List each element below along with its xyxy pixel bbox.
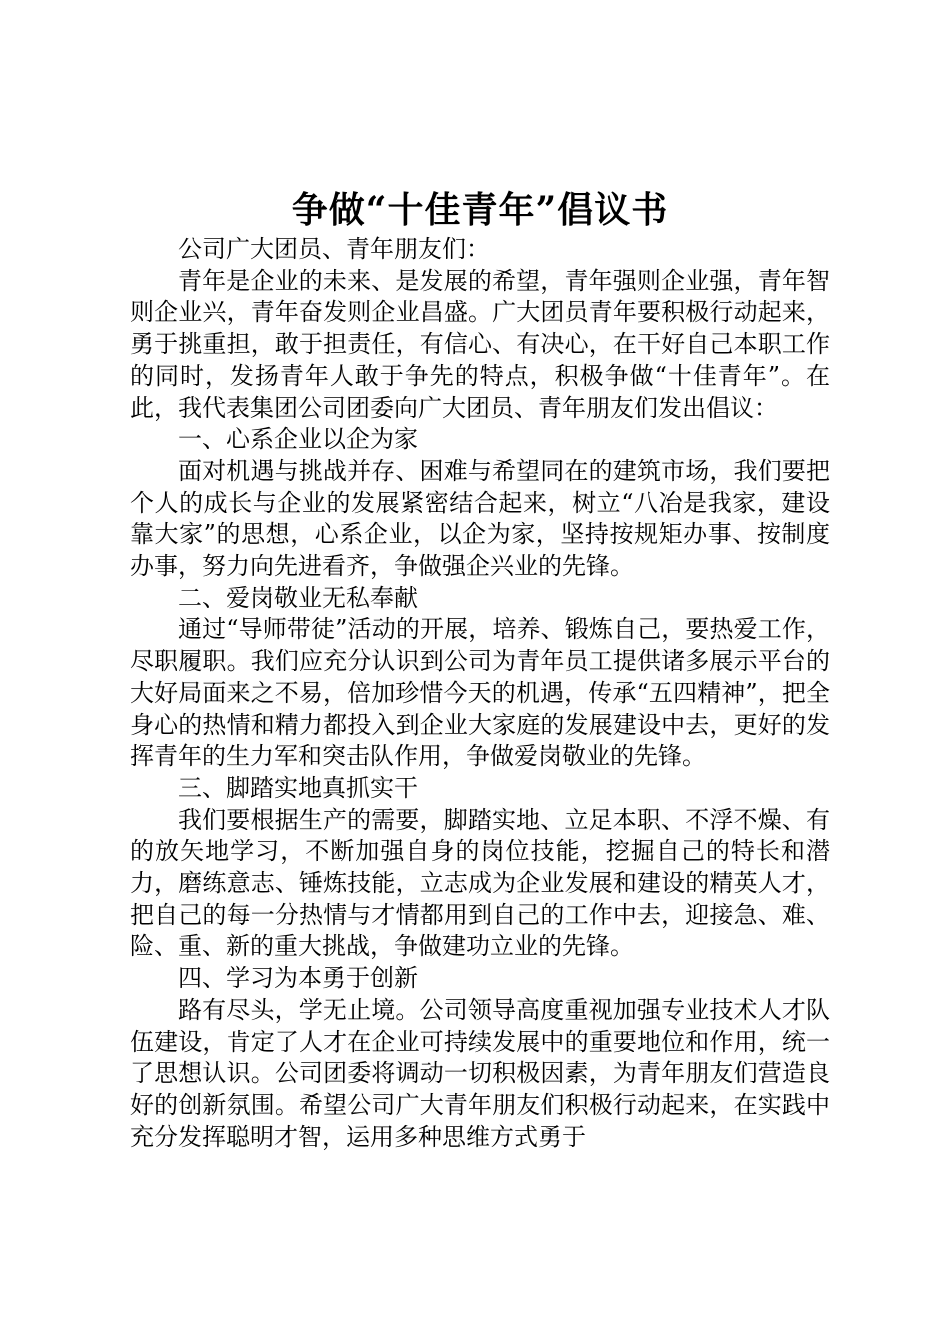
section-body-1: 面对机遇与挑战并存、困难与希望同在的建筑市场，我们要把个人的成长与企业的发展紧密结合起来，树立“八冶是我家，建设靠大家”的思想，心系企业，以企为家，坚持按规矩办事、按制度办事，努力向先进看齐，争做强企兴业的先锋。 — [130, 456, 830, 581]
section-body-4: 路有尽头，学无止境。公司领导高度重视加强专业技术人才队伍建设，肯定了人才在企业可持续发展中的重要地位和作用，统一了思想认识。公司团委将调动一切积极因素，为青年朋友们营造良好的创新氛围。希望公司广大青年朋友们积极行动起来，在实践中充分发挥聪明才智，运用多种思维方式勇于 — [130, 995, 830, 1151]
section-heading-2: 二、爱岗敬业无私奉献 — [178, 583, 418, 612]
section-heading-1: 一、心系企业以企为家 — [178, 425, 418, 454]
salutation: 公司广大团员、青年朋友们： — [178, 235, 490, 263]
section-body-3: 我们要根据生产的需要，脚踏实地、立足本职、不浮不燥、有的放矢地学习，不断加强自身的岗位技能，挖掘自己的特长和潜力，磨练意志、锤炼技能，立志成为企业发展和建设的精英人才，把自己的每一分热情与才情都用到自己的工作中去，迎接急、难、险、重、新的重大挑战，争做建功立业的先锋。 — [130, 805, 830, 961]
section-heading-4: 四、学习为本勇于创新 — [178, 964, 418, 993]
document-title: 争做“十佳青年”倡议书 — [291, 189, 669, 231]
document-page — [130, 186, 830, 1153]
section-body-2: 通过“导师带徒”活动的开展，培养、锻炼自己，要热爱工作，尽职履职。我们应充分认识到公司为青年员工提供诸多展示平台的大好局面来之不易，倍加珍惜今天的机遇，传承“五四精神”，把全身心的热情和精力都投入到企业大家庭的发展建设中去，更好的发挥青年的生力军和突击队作用，争做爱岗敬业的先锋。 — [130, 615, 830, 771]
intro-paragraph: 青年是企业的未来、是发展的希望，青年强则企业强，青年智则企业兴，青年奋发则企业昌盛。广大团员青年要积极行动起来，勇于挑重担，敢于担责任，有信心、有决心，在干好自己本职工作的同时，发扬青年人敢于争先的特点，积极争做“十佳青年”。在此，我代表集团公司团委向广大团员、青年朋友们发出倡议： — [130, 266, 830, 422]
section-heading-3: 三、脚踏实地真抓实干 — [178, 773, 418, 802]
